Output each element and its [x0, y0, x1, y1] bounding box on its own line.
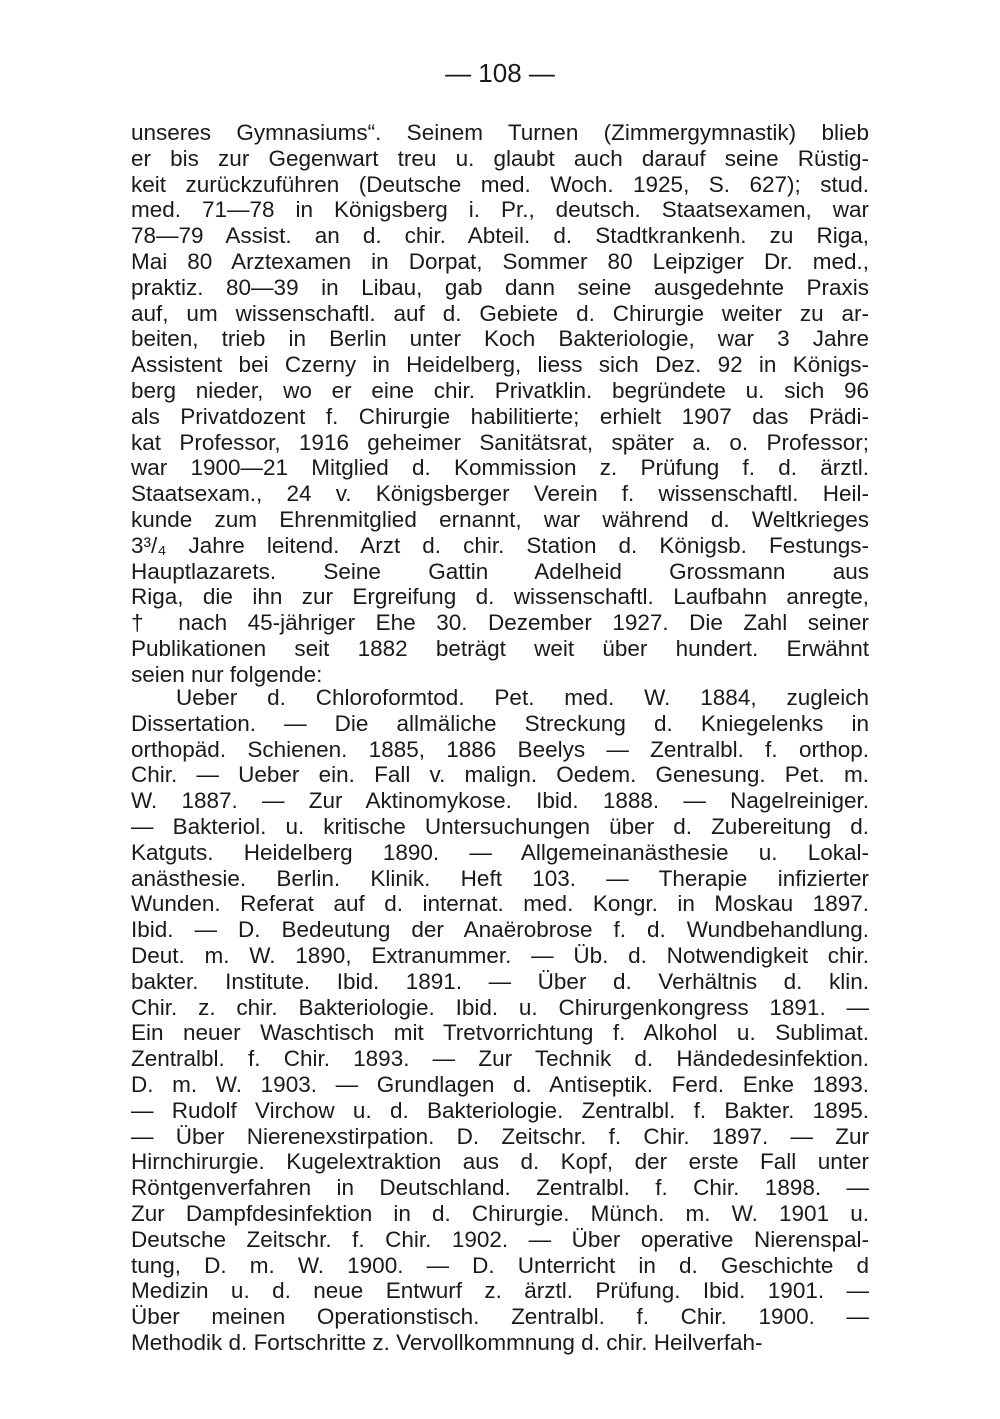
publications-paragraph [131, 685, 869, 1356]
text-line: beiten, trieb in Berlin unter Koch Bakteriologie, war 3 Jahre [131, 326, 869, 352]
text-line: — Über Nierenexstirpation. D. Zeitschr. f. Chir. 1897. — Zur [131, 1123, 869, 1149]
text-line: Chir. z. chir. Bakteriologie. Ibid. u. Chirurgenkongress 1891. — [131, 994, 869, 1020]
text-line: bakter. Institute. Ibid. 1891. — Über d. Verhältnis d. klin. [131, 968, 869, 994]
text-line: keit zurückzuführen (Deutsche med. Woch. 1925, S. 627); stud. [131, 171, 869, 197]
biography-paragraph [131, 120, 869, 688]
text-line: † nach 45-jähriger Ehe 30. Dezember 1927. Die Zahl seiner [131, 610, 869, 636]
text-line: Publikationen seit 1882 beträgt weit über hundert. Erwähnt [131, 635, 869, 661]
text-line: — Rudolf Virchow u. d. Bakteriologie. Zentralbl. f. Bakter. 1895. [131, 1097, 869, 1123]
text-line: er bis zur Gegenwart treu u. glaubt auch darauf seine Rüstig- [131, 145, 869, 171]
text-line: war 1900—21 Mitglied d. Kommission z. Prüfung f. d. ärztl. [131, 455, 869, 481]
text-line: Mai 80 Arztexamen in Dorpat, Sommer 80 Leipziger Dr. med., [131, 248, 869, 274]
text-line: anästhesie. Berlin. Klinik. Heft 103. — Therapie infizierter [131, 865, 869, 891]
text-line: Röntgenverfahren in Deutschland. Zentralbl. f. Chir. 1898. — [131, 1175, 869, 1201]
text-line: Chir. — Ueber ein. Fall v. malign. Oedem. Genesung. Pet. m. [131, 762, 869, 788]
text-line: Katguts. Heidelberg 1890. — Allgemeinanästhesie u. Lokal- [131, 839, 869, 865]
text-line: 3³/₄ Jahre leitend. Arzt d. chir. Station d. Königsb. Festungs- [131, 532, 869, 558]
text-line: Staatsexam., 24 v. Königsberger Verein f. wissenschaftl. Heil- [131, 481, 869, 507]
text-line: Ein neuer Waschtisch mit Tretvorrichtung f. Alkohol u. Sublimat. [131, 1020, 869, 1046]
text-line: als Privatdozent f. Chirurgie habilitierte; erhielt 1907 das Prädi- [131, 403, 869, 429]
text-line: Über meinen Operationstisch. Zentralbl. f. Chir. 1900. — [131, 1304, 869, 1330]
text-line: kat Professor, 1916 geheimer Sanitätsrat, später a. o. Professor; [131, 429, 869, 455]
text-line: Zentralbl. f. Chir. 1893. — Zur Technik d. Händedesinfektion. [131, 1046, 869, 1072]
text-line: unseres Gymnasiums“. Seinem Turnen (Zimmergymnastik) blieb [131, 120, 869, 145]
text-line: Medizin u. d. neue Entwurf z. ärztl. Prüfung. Ibid. 1901. — [131, 1278, 869, 1304]
text-line: W. 1887. — Zur Aktinomykose. Ibid. 1888. — Nagelreiniger. [131, 788, 869, 814]
text-line: Ueber d. Chloroformtod. Pet. med. W. 1884, zugleich [176, 685, 869, 710]
text-line: D. m. W. 1903. — Grundlagen d. Antiseptik. Ferd. Enke 1893. [131, 1071, 869, 1097]
text-line: Hauptlazarets. Seine Gattin Adelheid Grossmann aus [131, 558, 869, 584]
text-line: seien nur folgende: [131, 661, 323, 687]
text-line: Wunden. Referat auf d. internat. med. Kongr. in Moskau 1897. [131, 891, 869, 917]
text-line: Deutsche Zeitschr. f. Chir. 1902. — Über operative Nierenspal- [131, 1226, 869, 1252]
text-line: berg nieder, wo er eine chir. Privatklin. begründete u. sich 96 [131, 377, 869, 403]
text-line: Assistent bei Czerny in Heidelberg, liess sich Dez. 92 in Königs- [131, 352, 869, 378]
text-line: — Bakteriol. u. kritische Untersuchungen über d. Zubereitung d. [131, 813, 869, 839]
text-line: 78—79 Assist. an d. chir. Abteil. d. Stadtkrankenh. zu Riga, [131, 223, 869, 249]
text-line: med. 71—78 in Königsberg i. Pr., deutsch. Staatsexamen, war [131, 197, 869, 223]
text-line: tung, D. m. W. 1900. — D. Unterricht in d. Geschichte d [131, 1252, 869, 1278]
text-line: kunde zum Ehrenmitglied ernannt, war während d. Weltkrieges [131, 506, 869, 532]
text-line: Dissertation. — Die allmäliche Streckung d. Kniegelenks in [131, 710, 869, 736]
text-line: Riga, die ihn zur Ergreifung d. wissenschaftl. Laufbahn anregte, [131, 584, 869, 610]
page-number: — 108 — [445, 58, 555, 88]
text-line: Ibid. — D. Bedeutung der Anaërobrose f. d. Wundbehandlung. [131, 917, 869, 943]
text-line: orthopäd. Schienen. 1885, 1886 Beelys — Zentralbl. f. orthop. [131, 736, 869, 762]
text-line: Zur Dampfdesinfektion in d. Chirurgie. Münch. m. W. 1901 u. [131, 1200, 869, 1226]
text-line: Deut. m. W. 1890, Extranummer. — Üb. d. Notwendigkeit chir. [131, 942, 869, 968]
text-line: auf, um wissenschaftl. auf d. Gebiete d. Chirurgie weiter zu ar- [131, 300, 869, 326]
text-line: praktiz. 80—39 in Libau, gab dann seine ausgedehnte Praxis [131, 274, 869, 300]
text-line: Hirnchirurgie. Kugelextraktion aus d. Kopf, der erste Fall unter [131, 1149, 869, 1175]
text-line: Methodik d. Fortschritte z. Vervollkommnung d. chir. Heilverfah- [131, 1329, 763, 1355]
